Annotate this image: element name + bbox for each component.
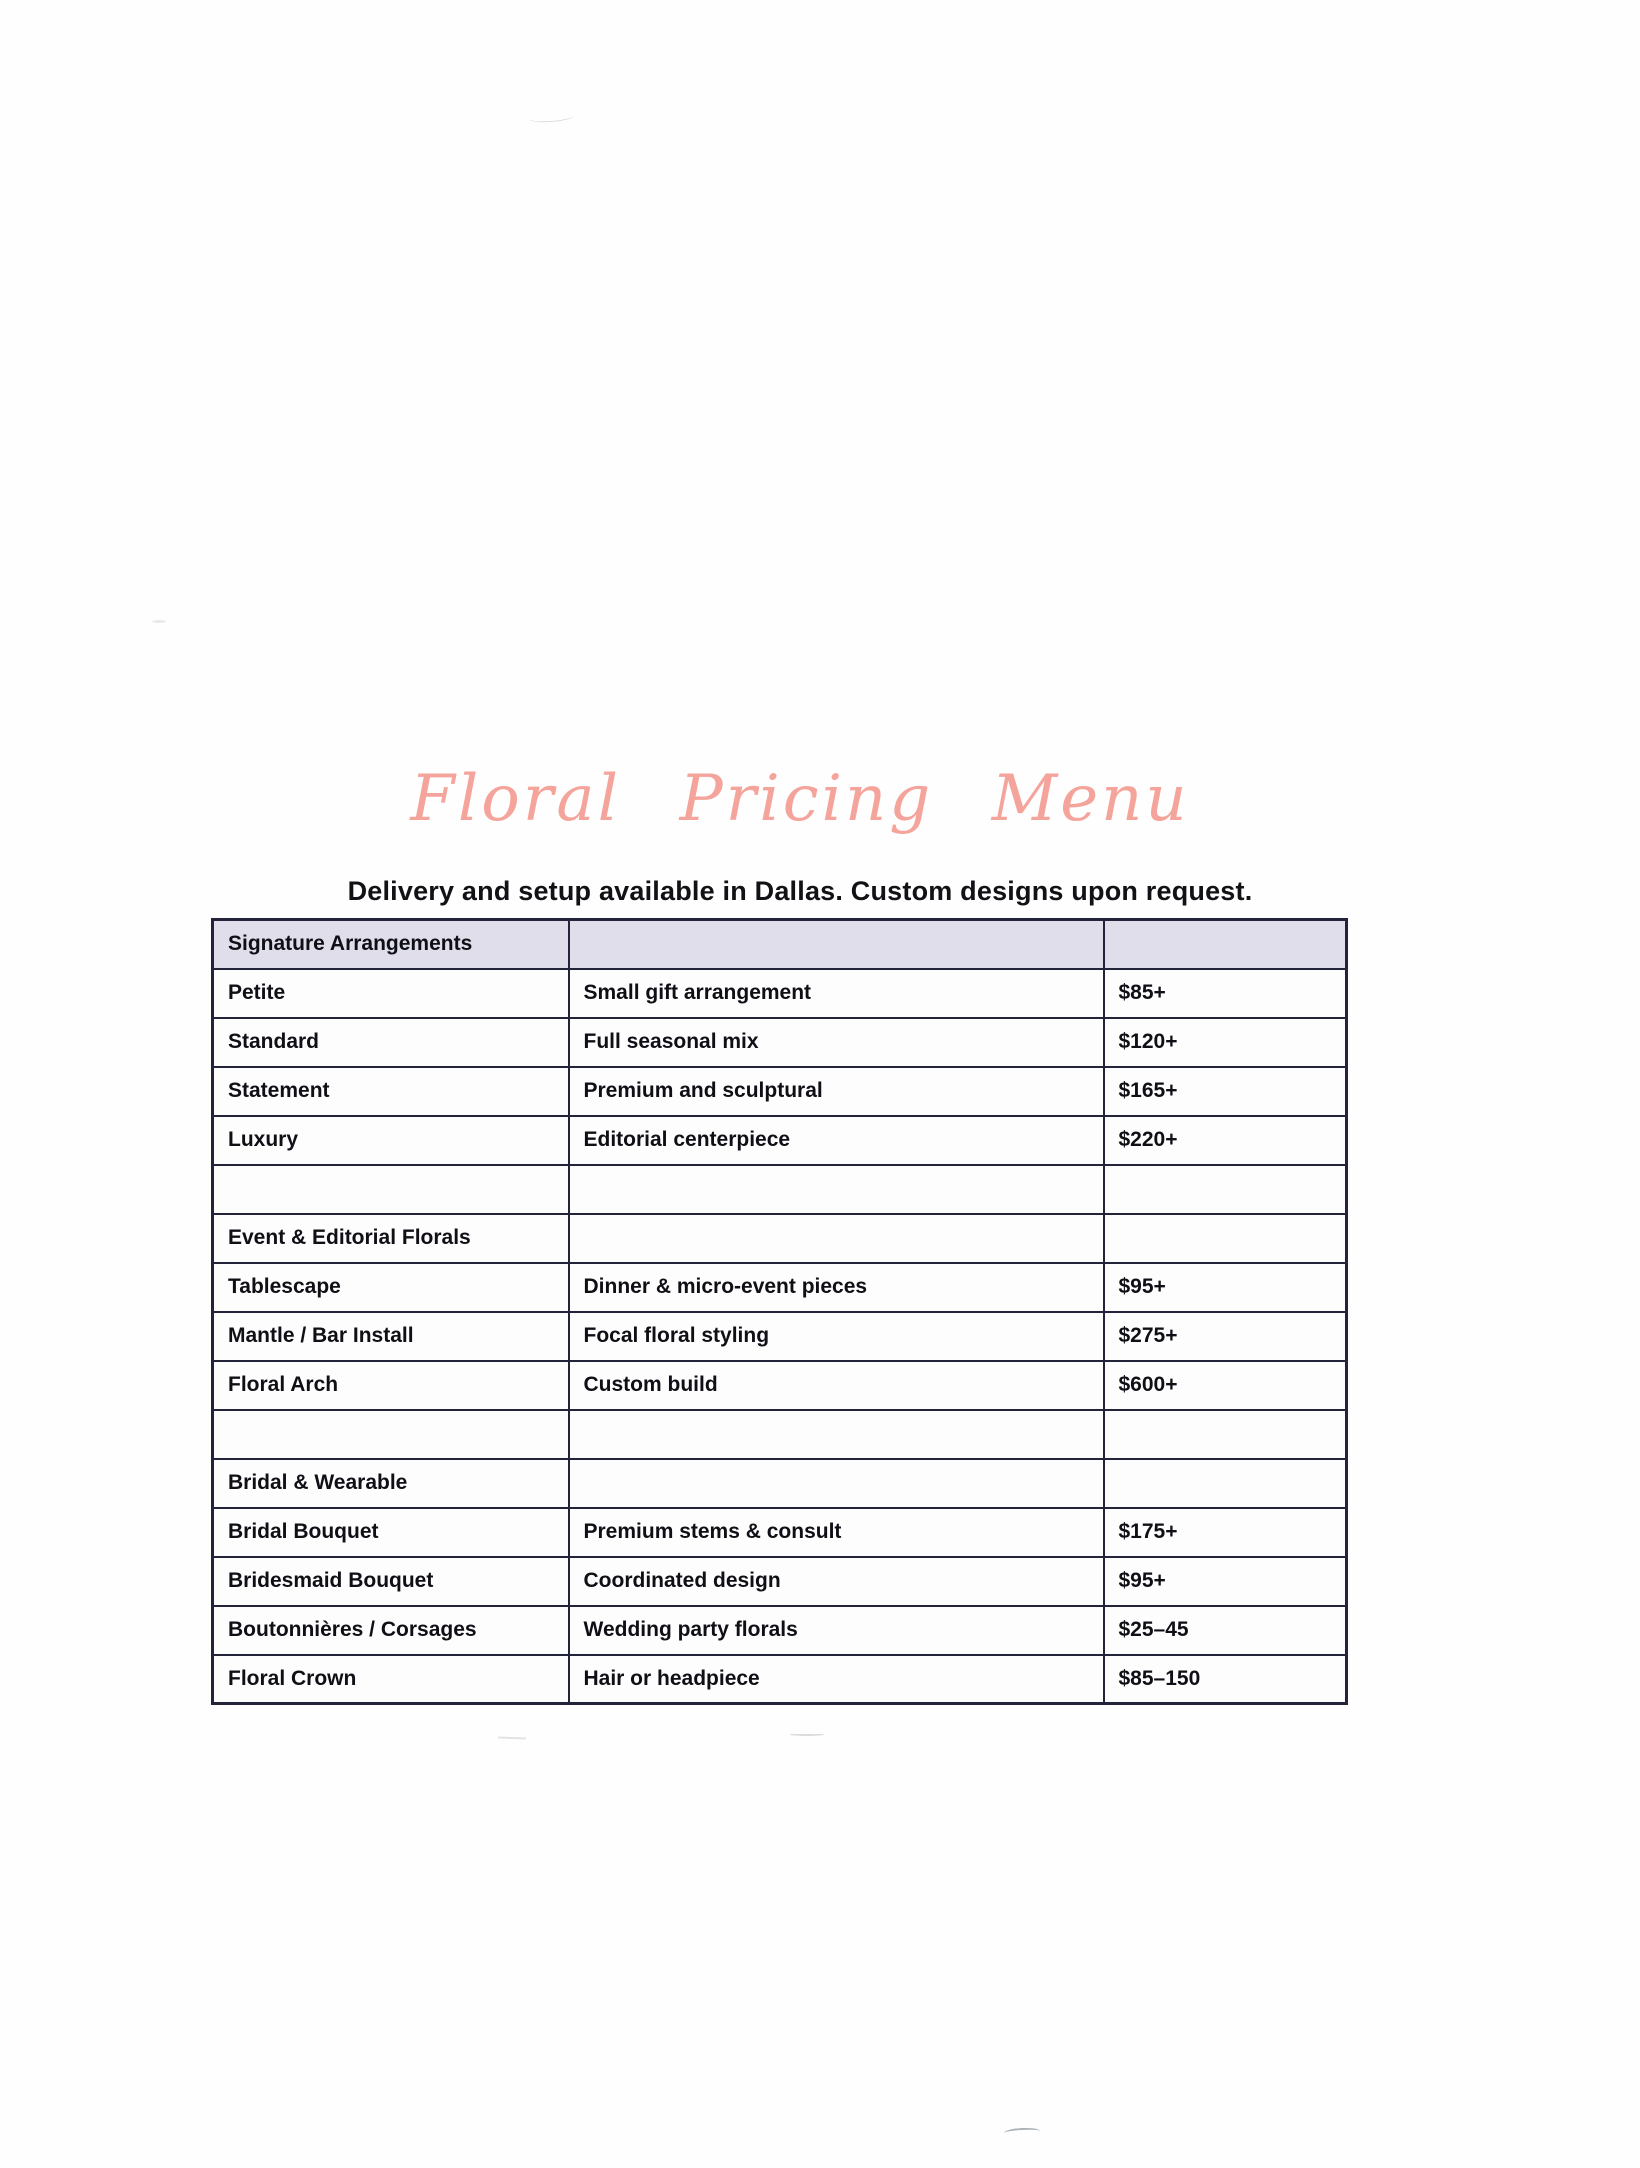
description-cell: Hair or headpiece bbox=[569, 1655, 1104, 1704]
price-cell bbox=[1104, 1459, 1347, 1508]
item-cell: Bridesmaid Bouquet bbox=[213, 1557, 569, 1606]
description-cell: Editorial centerpiece bbox=[569, 1116, 1104, 1165]
item-cell: Standard bbox=[213, 1018, 569, 1067]
description-cell: Premium stems & consult bbox=[569, 1508, 1104, 1557]
item-cell: Floral Crown bbox=[213, 1655, 569, 1704]
item-cell: Bridal Bouquet bbox=[213, 1508, 569, 1557]
section-cell: Event & Editorial Florals bbox=[213, 1214, 569, 1263]
section-cell: Bridal & Wearable bbox=[213, 1459, 569, 1508]
price-cell: $275+ bbox=[1104, 1312, 1347, 1361]
price-cell: $175+ bbox=[1104, 1508, 1347, 1557]
price-cell: $85+ bbox=[1104, 969, 1347, 1018]
item-cell: Floral Arch bbox=[213, 1361, 569, 1410]
item-cell: Petite bbox=[213, 969, 569, 1018]
section-row bbox=[213, 920, 1347, 969]
price-cell bbox=[1104, 1214, 1347, 1263]
section-row bbox=[213, 1214, 1347, 1263]
description-cell bbox=[569, 920, 1104, 969]
price-cell: $600+ bbox=[1104, 1361, 1347, 1410]
description-cell: Premium and sculptural bbox=[569, 1067, 1104, 1116]
description-cell bbox=[569, 1459, 1104, 1508]
price-cell: $165+ bbox=[1104, 1067, 1347, 1116]
item-cell: Mantle / Bar Install bbox=[213, 1312, 569, 1361]
description-cell: Coordinated design bbox=[569, 1557, 1104, 1606]
table-row bbox=[213, 969, 1347, 1018]
price-cell: $120+ bbox=[1104, 1018, 1347, 1067]
subtitle: Delivery and setup available in Dallas. Custom designs upon request. bbox=[347, 876, 1253, 906]
description-cell: Small gift arrangement bbox=[569, 969, 1104, 1018]
pricing-table bbox=[211, 918, 1348, 1705]
price-cell: $85–150 bbox=[1104, 1655, 1347, 1704]
table-row bbox=[213, 1018, 1347, 1067]
table-row bbox=[213, 1655, 1347, 1704]
description-cell bbox=[569, 1214, 1104, 1263]
item-cell bbox=[213, 1410, 569, 1459]
item-cell: Tablescape bbox=[213, 1263, 569, 1312]
scan-artifact bbox=[528, 110, 575, 123]
table-row bbox=[213, 1263, 1347, 1312]
price-cell: $220+ bbox=[1104, 1116, 1347, 1165]
price-cell: $95+ bbox=[1104, 1263, 1347, 1312]
price-cell: $95+ bbox=[1104, 1557, 1347, 1606]
item-cell: Luxury bbox=[213, 1116, 569, 1165]
table-row bbox=[213, 1557, 1347, 1606]
description-cell: Focal floral styling bbox=[569, 1312, 1104, 1361]
page-title: Floral Pricing Menu bbox=[410, 762, 1190, 836]
price-cell bbox=[1104, 1410, 1347, 1459]
item-cell bbox=[213, 1165, 569, 1214]
section-cell: Signature Arrangements bbox=[213, 920, 569, 969]
scan-artifact bbox=[1004, 2127, 1040, 2137]
price-cell bbox=[1104, 920, 1347, 969]
item-cell: Boutonnières / Corsages bbox=[213, 1606, 569, 1655]
description-cell: Full seasonal mix bbox=[569, 1018, 1104, 1067]
price-cell: $25–45 bbox=[1104, 1606, 1347, 1655]
table-row bbox=[213, 1312, 1347, 1361]
spacer-row bbox=[213, 1165, 1347, 1214]
table-row bbox=[213, 1361, 1347, 1410]
description-cell: Custom build bbox=[569, 1361, 1104, 1410]
price-cell bbox=[1104, 1165, 1347, 1214]
description-cell: Dinner & micro-event pieces bbox=[569, 1263, 1104, 1312]
item-cell: Statement bbox=[213, 1067, 569, 1116]
scan-artifact bbox=[498, 1737, 526, 1740]
description-cell bbox=[569, 1410, 1104, 1459]
description-cell bbox=[569, 1165, 1104, 1214]
table-row bbox=[213, 1606, 1347, 1655]
description-cell: Wedding party florals bbox=[569, 1606, 1104, 1655]
scan-artifact bbox=[152, 620, 166, 623]
section-row bbox=[213, 1459, 1347, 1508]
scan-artifact bbox=[790, 1733, 824, 1736]
spacer-row bbox=[213, 1410, 1347, 1459]
table-row bbox=[213, 1116, 1347, 1165]
table-row bbox=[213, 1508, 1347, 1557]
table-row bbox=[213, 1067, 1347, 1116]
